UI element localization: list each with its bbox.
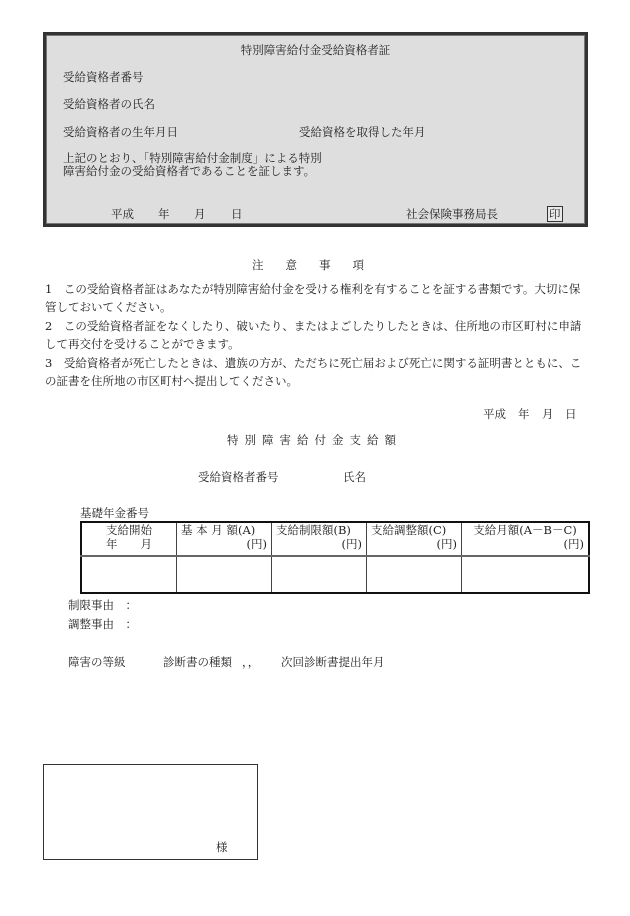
issuer: 社会保険事務局長 — [406, 207, 498, 221]
seal-icon: 印 — [549, 207, 561, 221]
payment-title: 特別障害給付金支給額 — [227, 433, 402, 447]
restriction-label: 制限事由 ： — [68, 598, 137, 612]
col-basic: 基 本 月 額(A) (円) — [177, 522, 272, 556]
name-label: 受給資格者の氏名 — [63, 97, 155, 111]
payment-day: 日 — [565, 407, 577, 421]
diagnosis-label: 診断書の種類 — [163, 655, 232, 669]
certificate-box — [43, 32, 588, 227]
table-header-row — [81, 522, 589, 556]
adjustment-label: 調整事由 ： — [68, 617, 137, 631]
col-adjustment: 支給調整額(C) (円) — [367, 522, 462, 556]
cert-day: 日 — [231, 207, 243, 221]
payment-month: 月 — [542, 407, 554, 421]
next-diagnosis-label: 次回診断書提出年月 — [281, 655, 385, 669]
acquired-label: 受給資格を取得した年月 — [299, 125, 426, 139]
table-row — [81, 556, 589, 593]
note-item-1: 1 この受給資格者証はあなたが特別障害給付金を受ける権利を有することを証する書類です。大切に保管しておいてください。 — [45, 282, 581, 314]
honorific: 様 — [216, 840, 228, 854]
cert-month: 月 — [194, 207, 206, 221]
pension-number-label: 基礎年金番号 — [80, 506, 149, 520]
note-item-3: 3 受給資格者が死亡したときは、遺族の方が、ただちに死亡届および死亡に関する証明書とともに、この証書を住所地の市区町村へ提出してください。 — [45, 356, 582, 388]
payment-year: 年 — [518, 407, 530, 421]
address-box — [43, 764, 258, 860]
payment-era: 平成 — [483, 407, 506, 421]
col-monthly: 支給月額(A－B－C) (円) — [462, 522, 590, 556]
number-label: 受給資格者番号 — [63, 70, 144, 84]
cert-era: 平成 — [111, 207, 134, 221]
notes-heading: 注意事項 — [252, 258, 386, 272]
certificate-statement: 上記のとおり、「特別障害給付金制度」による特別障害給付金の受給資格者であることを証します。 — [63, 151, 322, 178]
cert-year: 年 — [158, 207, 170, 221]
col-start: 支給開始 年 月 — [81, 522, 177, 556]
note-item-2: 2 この受給資格者証をなくしたり、破いたり、またはよごしたりしたときは、住所地の市区町村に申請して再交付を受けることができます。 — [45, 319, 582, 351]
certificate-title: 特別障害給付金受給資格者証 — [240, 43, 391, 57]
col-restriction: 支給制限額(B) (円) — [272, 522, 367, 556]
payment-table — [80, 521, 590, 594]
payment-number-label: 受給資格者番号 — [198, 470, 279, 484]
grade-label: 障害の等級 — [68, 655, 126, 669]
birth-label: 受給資格者の生年月日 — [63, 125, 178, 139]
payment-name-label: 氏名 — [343, 470, 366, 484]
diagnosis-separator: ，， — [242, 655, 260, 669]
